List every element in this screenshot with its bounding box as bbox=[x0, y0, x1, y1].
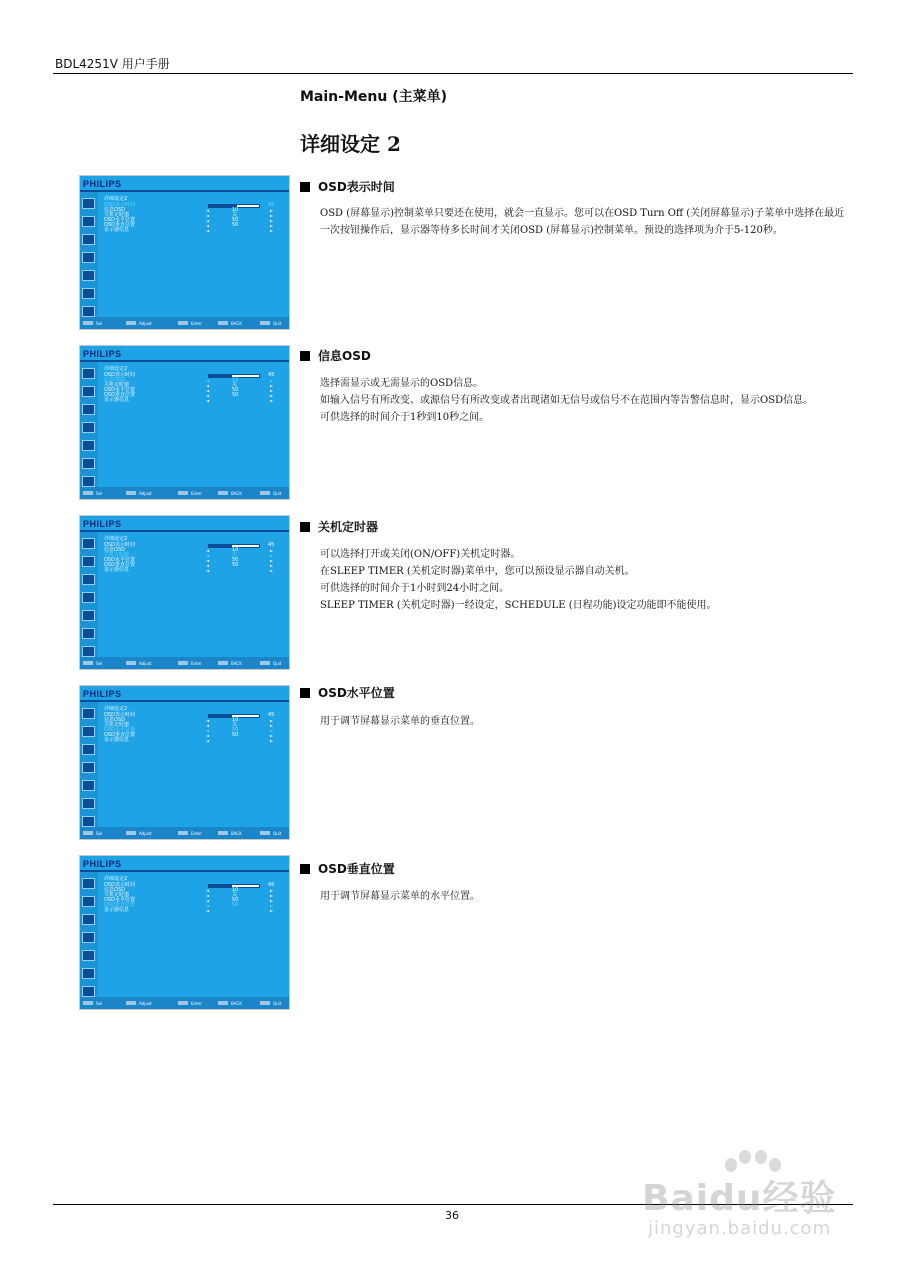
osd-row-label: OSD水平位置 bbox=[104, 897, 135, 903]
right-arrow-icon: ► bbox=[270, 718, 274, 723]
left-arrow-icon: ◄ bbox=[206, 213, 210, 218]
osd-row-label: 显示器信息 bbox=[104, 737, 130, 743]
osd-progress-fill bbox=[209, 885, 232, 887]
square-bullet-icon bbox=[300, 182, 310, 192]
osd-progress-fill bbox=[209, 545, 232, 547]
osd-row-label: OSD水平位置 bbox=[104, 217, 135, 223]
item-paragraph: SLEEP TIMER (关机定时器)一经设定，SCHEDULE (日程功能)设定功能即不能使用。 bbox=[320, 600, 717, 611]
right-arrow-icon: ► bbox=[270, 908, 274, 913]
square-bullet-icon bbox=[300, 864, 310, 874]
osd-footer-label: BACK bbox=[231, 661, 242, 666]
osd-row bbox=[104, 738, 284, 743]
osd-footer-label: BACK bbox=[231, 491, 242, 496]
osd-row-value: 50 bbox=[232, 727, 239, 733]
remote-key-icon bbox=[83, 491, 93, 495]
left-arrow-icon: ◄ bbox=[206, 733, 210, 738]
item-title-text: 信息OSD bbox=[318, 349, 371, 363]
left-arrow-icon: ◄ bbox=[206, 553, 210, 558]
remote-key-icon bbox=[260, 831, 270, 835]
remote-key-icon bbox=[260, 321, 270, 325]
osd-row-value: 10 bbox=[232, 547, 239, 553]
osd-menu-icon bbox=[82, 216, 95, 227]
right-arrow-icon: ► bbox=[270, 398, 274, 403]
item-title-text: OSD水平位置 bbox=[318, 686, 395, 700]
osd-row bbox=[104, 568, 284, 573]
osd-menu-icon bbox=[82, 708, 95, 719]
osd-menu-icon bbox=[82, 538, 95, 549]
left-arrow-icon: ◄ bbox=[206, 393, 210, 398]
osd-menu-icon bbox=[82, 762, 95, 773]
osd-menu-icon bbox=[82, 986, 95, 997]
remote-key-icon bbox=[218, 661, 228, 665]
philips-logo: PHILIPS bbox=[83, 349, 122, 359]
left-arrow-icon: ◄ bbox=[206, 738, 210, 743]
philips-logo: PHILIPS bbox=[83, 519, 122, 529]
osd-footer-label: BACK bbox=[231, 1001, 242, 1006]
osd-menu-icon bbox=[82, 404, 95, 415]
osd-row-label: 信息OSD bbox=[104, 887, 125, 893]
osd-menu-title: 详细设定2 bbox=[104, 706, 128, 712]
item-paragraph: 可供选择的时间介于1秒到10秒之间。 bbox=[320, 412, 490, 423]
item-paragraph: 可以选择打开或关闭(ON/OFF)关机定时器。 bbox=[320, 549, 521, 560]
left-arrow-icon: ◄ bbox=[206, 223, 210, 228]
osd-footer bbox=[80, 317, 289, 329]
item-title bbox=[300, 347, 371, 364]
osd-band bbox=[80, 530, 289, 532]
osd-menu-icon bbox=[82, 476, 95, 487]
osd-footer-label: Quit bbox=[273, 491, 282, 496]
right-arrow-icon: ► bbox=[270, 903, 274, 908]
remote-key-icon bbox=[178, 831, 188, 835]
osd-menu-icon bbox=[82, 440, 95, 451]
right-arrow-icon: ► bbox=[270, 733, 274, 738]
osd-footer-label: Sel bbox=[96, 321, 103, 326]
osd-row-label: OSD垂直位置 bbox=[104, 562, 135, 568]
remote-key-icon bbox=[178, 661, 188, 665]
osd-row-value: 关 bbox=[232, 722, 238, 728]
osd-menu-icon bbox=[82, 574, 95, 585]
osd-screenshot bbox=[79, 515, 290, 670]
right-arrow-icon: ► bbox=[270, 898, 274, 903]
left-arrow-icon: ◄ bbox=[206, 218, 210, 223]
osd-row-label: 显示器信息 bbox=[104, 907, 130, 913]
item-body bbox=[320, 375, 853, 426]
right-arrow-icon: ► bbox=[270, 213, 274, 218]
osd-row-value: 关 bbox=[232, 382, 238, 388]
osd-row-label: OSD表示时间 bbox=[104, 712, 135, 718]
osd-row bbox=[104, 908, 284, 913]
osd-row-value: 45 bbox=[268, 202, 275, 208]
osd-footer-label: Sel bbox=[96, 491, 103, 496]
item-title-text: OSD表示时间 bbox=[318, 180, 395, 194]
osd-footer-label: Enter bbox=[191, 661, 202, 666]
remote-key-icon bbox=[218, 321, 228, 325]
osd-row-label: 关机定时器 bbox=[104, 382, 130, 388]
left-arrow-icon: ◄ bbox=[206, 563, 210, 568]
osd-row-value: 50 bbox=[232, 222, 239, 228]
osd-row bbox=[104, 228, 284, 233]
osd-row-label: OSD水平位置 bbox=[104, 557, 135, 563]
left-arrow-icon: ◄ bbox=[206, 568, 210, 573]
left-arrow-icon: ◄ bbox=[206, 388, 210, 393]
baidu-watermark bbox=[640, 1150, 855, 1250]
item-title bbox=[300, 684, 395, 701]
osd-menu-icon bbox=[82, 646, 95, 657]
remote-key-icon bbox=[83, 661, 93, 665]
remote-key-icon bbox=[218, 1001, 228, 1005]
osd-row-value: 45 bbox=[268, 712, 275, 718]
osd-row-value: 45 bbox=[268, 882, 275, 888]
square-bullet-icon bbox=[300, 688, 310, 698]
osd-footer-label: Adjust bbox=[139, 661, 152, 666]
item-title bbox=[300, 518, 378, 535]
osd-footer-label: Quit bbox=[273, 831, 282, 836]
right-arrow-icon: ► bbox=[270, 218, 274, 223]
remote-key-icon bbox=[83, 831, 93, 835]
watermark-url: jingyan.baidu.com bbox=[648, 1218, 832, 1239]
remote-key-icon bbox=[126, 661, 136, 665]
remote-key-icon bbox=[260, 661, 270, 665]
osd-row-value: 50 bbox=[232, 897, 239, 903]
left-arrow-icon: ◄ bbox=[206, 893, 210, 898]
osd-menu-icon bbox=[82, 744, 95, 755]
osd-footer-label: Enter bbox=[191, 1001, 202, 1006]
osd-menu-icon bbox=[82, 592, 95, 603]
osd-menu-icon bbox=[82, 198, 95, 209]
left-arrow-icon: ◄ bbox=[206, 908, 210, 913]
osd-sidebar bbox=[80, 192, 98, 318]
remote-key-icon bbox=[126, 491, 136, 495]
osd-row-label: OSD垂直位置 bbox=[104, 902, 135, 908]
item-body bbox=[320, 205, 853, 239]
osd-menu-icon bbox=[82, 628, 95, 639]
left-arrow-icon: ◄ bbox=[206, 723, 210, 728]
philips-logo: PHILIPS bbox=[83, 689, 122, 699]
left-arrow-icon: ◄ bbox=[206, 728, 210, 733]
osd-footer-label: Adjust bbox=[139, 491, 152, 496]
osd-row-label: 关机定时器 bbox=[104, 892, 130, 898]
osd-row-value: 50 bbox=[232, 392, 239, 398]
osd-menu-icon bbox=[82, 306, 95, 317]
osd-footer-label: BACK bbox=[231, 831, 242, 836]
item-title bbox=[300, 178, 395, 195]
osd-footer-label: Enter bbox=[191, 831, 202, 836]
item-paragraph: 如输入信号有所改变、或源信号有所改变或者出现诸如无信号或信号不在范围内等告警信息时，显示OSD信息。 bbox=[320, 395, 814, 406]
osd-footer-label: Adjust bbox=[139, 321, 152, 326]
right-arrow-icon: ► bbox=[270, 378, 274, 383]
osd-footer-label: Adjust bbox=[139, 831, 152, 836]
item-paragraph: 在SLEEP TIMER (关机定时器)菜单中，您可以预设显示器自动关机。 bbox=[320, 566, 635, 577]
remote-key-icon bbox=[178, 491, 188, 495]
osd-row-value: 10 bbox=[232, 887, 239, 893]
right-arrow-icon: ► bbox=[270, 208, 274, 213]
left-arrow-icon: ◄ bbox=[206, 398, 210, 403]
square-bullet-icon bbox=[300, 351, 310, 361]
osd-row-label: 关机定时器 bbox=[104, 722, 130, 728]
remote-key-icon bbox=[126, 831, 136, 835]
osd-menu-icon bbox=[82, 422, 95, 433]
osd-footer-label: Quit bbox=[273, 321, 282, 326]
osd-band bbox=[80, 190, 289, 192]
osd-row-label: 关机定时器 bbox=[104, 212, 130, 218]
osd-screenshot bbox=[79, 175, 290, 330]
left-arrow-icon: ◄ bbox=[206, 558, 210, 563]
osd-progress-fill bbox=[209, 375, 232, 377]
right-arrow-icon: ► bbox=[270, 888, 274, 893]
osd-menu-icon bbox=[82, 386, 95, 397]
osd-row-value: 45 bbox=[268, 542, 275, 548]
osd-footer-label: BACK bbox=[231, 321, 242, 326]
right-arrow-icon: ► bbox=[270, 563, 274, 568]
osd-footer-label: Quit bbox=[273, 1001, 282, 1006]
item-body bbox=[320, 713, 853, 730]
osd-row-label: 关机定时器 bbox=[104, 552, 130, 558]
osd-menu-icon bbox=[82, 252, 95, 263]
osd-menu-icon bbox=[82, 932, 95, 943]
remote-key-icon bbox=[218, 831, 228, 835]
osd-menu-title: 详细设定2 bbox=[104, 536, 128, 542]
page-header-title: BDL4251V 用户手册 bbox=[55, 57, 170, 71]
osd-row-label: OSD垂直位置 bbox=[104, 732, 135, 738]
osd-menu-title: 详细设定2 bbox=[104, 366, 128, 372]
osd-menu-icon bbox=[82, 288, 95, 299]
osd-sidebar bbox=[80, 872, 98, 998]
philips-logo: PHILIPS bbox=[83, 859, 122, 869]
item-title-text: OSD垂直位置 bbox=[318, 862, 395, 876]
left-arrow-icon: ◄ bbox=[206, 718, 210, 723]
osd-row-value: 50 bbox=[232, 902, 239, 908]
osd-row-value: 45 bbox=[268, 372, 275, 378]
remote-key-icon bbox=[83, 321, 93, 325]
osd-footer-label: Adjust bbox=[139, 1001, 152, 1006]
remote-key-icon bbox=[178, 321, 188, 325]
remote-key-icon bbox=[126, 1001, 136, 1005]
osd-row-label: 信息OSD bbox=[104, 717, 125, 723]
left-arrow-icon: ◄ bbox=[206, 378, 210, 383]
osd-sidebar bbox=[80, 702, 98, 828]
item-paragraph: 选择需显示或无需显示的OSD信息。 bbox=[320, 378, 484, 389]
header-rule bbox=[53, 73, 853, 74]
osd-band bbox=[80, 870, 289, 872]
osd-progress-fill bbox=[209, 715, 232, 717]
item-title-text: 关机定时器 bbox=[318, 520, 379, 534]
osd-row-value: 关 bbox=[232, 892, 238, 898]
right-arrow-icon: ► bbox=[270, 723, 274, 728]
section-title: 详细设定 2 bbox=[300, 132, 401, 156]
osd-menu-icon bbox=[82, 270, 95, 281]
osd-menu-title: 详细设定2 bbox=[104, 196, 128, 202]
item-paragraph: 用于调节屏幕显示菜单的垂直位置。 bbox=[320, 716, 480, 727]
remote-key-icon bbox=[260, 1001, 270, 1005]
osd-row-label: 显示器信息 bbox=[104, 397, 130, 403]
osd-row-value: 50 bbox=[232, 557, 239, 563]
left-arrow-icon: ◄ bbox=[206, 888, 210, 893]
osd-row-label: OSD水平位置 bbox=[104, 727, 135, 733]
remote-key-icon bbox=[218, 491, 228, 495]
osd-menu-icon bbox=[82, 896, 95, 907]
left-arrow-icon: ◄ bbox=[206, 898, 210, 903]
watermark-brand: Baidu经验 bbox=[642, 1178, 837, 1219]
item-paragraph: 用于调节屏幕显示菜单的水平位置。 bbox=[320, 891, 480, 902]
osd-menu-icon bbox=[82, 878, 95, 889]
square-bullet-icon bbox=[300, 522, 310, 532]
item-paragraph: OSD (屏幕显示)控制菜单只要还在使用，就会一直显示。您可以在OSD Turn Off (关闭屏幕显示)子菜单中选择在最近一次按钮操作后，显示器等待多长时间才关闭OSD (屏幕显示)控制菜单。预设的选择项为介于5-120秒。 bbox=[320, 208, 845, 236]
right-arrow-icon: ► bbox=[270, 223, 274, 228]
osd-row-value: 50 bbox=[232, 387, 239, 393]
osd-menu-icon bbox=[82, 950, 95, 961]
right-arrow-icon: ► bbox=[270, 388, 274, 393]
osd-menu-icon bbox=[82, 234, 95, 245]
osd-sidebar bbox=[80, 362, 98, 488]
right-arrow-icon: ► bbox=[270, 893, 274, 898]
right-arrow-icon: ► bbox=[270, 728, 274, 733]
osd-screenshot bbox=[79, 685, 290, 840]
osd-row bbox=[104, 398, 284, 403]
osd-screenshot bbox=[79, 855, 290, 1010]
osd-menu-icon bbox=[82, 458, 95, 469]
osd-row-value: 关 bbox=[232, 552, 238, 558]
osd-menu-icon bbox=[82, 368, 95, 379]
remote-key-icon bbox=[83, 1001, 93, 1005]
left-arrow-icon: ◄ bbox=[206, 228, 210, 233]
osd-footer-label: Quit bbox=[273, 661, 282, 666]
item-paragraph: 可供选择的时间介于1小时到24小时之间。 bbox=[320, 583, 510, 594]
right-arrow-icon: ► bbox=[270, 568, 274, 573]
left-arrow-icon: ◄ bbox=[206, 548, 210, 553]
left-arrow-icon: ◄ bbox=[206, 903, 210, 908]
osd-row-label: 信息OSD bbox=[104, 207, 125, 213]
osd-row-label: 信息OSD bbox=[104, 547, 125, 553]
osd-row-value: 关 bbox=[232, 212, 238, 218]
osd-footer-label: Sel bbox=[96, 661, 103, 666]
right-arrow-icon: ► bbox=[270, 548, 274, 553]
remote-key-icon bbox=[260, 491, 270, 495]
osd-row-label: 显示器信息 bbox=[104, 227, 130, 233]
osd-footer-label: Enter bbox=[191, 321, 202, 326]
remote-key-icon bbox=[178, 1001, 188, 1005]
osd-row-label: OSD表示时间 bbox=[104, 372, 135, 378]
osd-menu-icon bbox=[82, 914, 95, 925]
osd-row-label: 显示器信息 bbox=[104, 567, 130, 573]
osd-row-label: OSD垂直位置 bbox=[104, 392, 135, 398]
osd-menu-icon bbox=[82, 968, 95, 979]
osd-menu-icon bbox=[82, 780, 95, 791]
right-arrow-icon: ► bbox=[270, 393, 274, 398]
osd-row-value: 50 bbox=[232, 217, 239, 223]
osd-row-label: OSD表示时间 bbox=[104, 202, 135, 208]
right-arrow-icon: ► bbox=[270, 553, 274, 558]
right-arrow-icon: ► bbox=[270, 228, 274, 233]
osd-band bbox=[80, 360, 289, 362]
menu-heading: Main-Menu (主菜单) bbox=[300, 89, 447, 105]
osd-footer bbox=[80, 997, 289, 1009]
osd-sidebar bbox=[80, 532, 98, 658]
left-arrow-icon: ◄ bbox=[206, 383, 210, 388]
osd-menu-icon bbox=[82, 798, 95, 809]
philips-logo: PHILIPS bbox=[83, 179, 122, 189]
osd-row-label: OSD垂直位置 bbox=[104, 222, 135, 228]
right-arrow-icon: ► bbox=[270, 558, 274, 563]
right-arrow-icon: ► bbox=[270, 738, 274, 743]
osd-row-value: 50 bbox=[232, 732, 239, 738]
osd-menu-icon bbox=[82, 816, 95, 827]
osd-footer bbox=[80, 487, 289, 499]
osd-row-value: 50 bbox=[232, 562, 239, 568]
item-body bbox=[320, 888, 853, 905]
osd-row-value: 10 bbox=[232, 207, 239, 213]
osd-row-label: OSD表示时间 bbox=[104, 882, 135, 888]
osd-footer-label: Sel bbox=[96, 831, 103, 836]
osd-row-value: 10 bbox=[232, 377, 239, 383]
page-number: 36 bbox=[445, 1209, 459, 1222]
osd-footer-label: Enter bbox=[191, 491, 202, 496]
osd-row-label: OSD水平位置 bbox=[104, 387, 135, 393]
osd-menu-icon bbox=[82, 556, 95, 567]
left-arrow-icon: ◄ bbox=[206, 208, 210, 213]
osd-menu-title: 详细设定2 bbox=[104, 876, 128, 882]
osd-footer bbox=[80, 827, 289, 839]
osd-screenshot bbox=[79, 345, 290, 500]
osd-menu-icon bbox=[82, 610, 95, 621]
item-title bbox=[300, 860, 395, 877]
osd-row-label: 信息OSD bbox=[104, 377, 125, 383]
item-body bbox=[320, 546, 853, 614]
osd-footer-label: Sel bbox=[96, 1001, 103, 1006]
osd-row-value: 10 bbox=[232, 717, 239, 723]
osd-row-label: OSD表示时间 bbox=[104, 542, 135, 548]
osd-menu-icon bbox=[82, 726, 95, 737]
osd-band bbox=[80, 700, 289, 702]
osd-footer bbox=[80, 657, 289, 669]
right-arrow-icon: ► bbox=[270, 383, 274, 388]
remote-key-icon bbox=[126, 321, 136, 325]
